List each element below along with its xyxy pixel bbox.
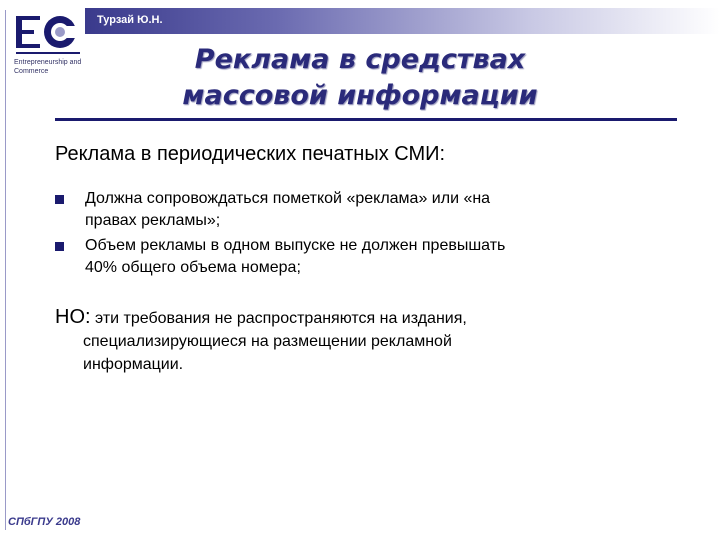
note-paragraph (55, 306, 615, 376)
list-item (55, 235, 695, 279)
note-line: информации. (83, 356, 184, 373)
bullet-line: правах рекламы»; (85, 212, 221, 229)
list-item (55, 188, 695, 232)
bullet-line: 40% общего объема номера; (85, 259, 301, 276)
left-divider (5, 10, 6, 530)
note-line: специализирующиеся на размещении рекламной (83, 333, 452, 350)
page-title (100, 42, 620, 114)
title-underline (55, 118, 677, 121)
note-lead: НО: (55, 306, 91, 328)
note-line: эти требования не распространяются на издания, (95, 310, 467, 327)
header-band (85, 8, 720, 34)
bullet-line: Объем рекламы в одном выпуске не должен превышать (85, 237, 506, 254)
bullet-list (55, 188, 695, 282)
footer-label: СПбГПУ 2008 (8, 516, 81, 528)
logo-caption: Entrepreneurship and Commerce (14, 59, 82, 75)
title-line-1: Реклама в средствах (194, 44, 526, 75)
author-label: Турзай Ю.Н. (97, 14, 163, 26)
intro-text: Реклама в периодических печатных СМИ: (55, 143, 446, 165)
title-line-2: массовой информации (182, 80, 538, 111)
square-bullet-icon (55, 242, 64, 251)
bullet-line: Должна сопровождаться пометкой «реклама» или «на (85, 190, 491, 207)
square-bullet-icon (55, 195, 64, 204)
